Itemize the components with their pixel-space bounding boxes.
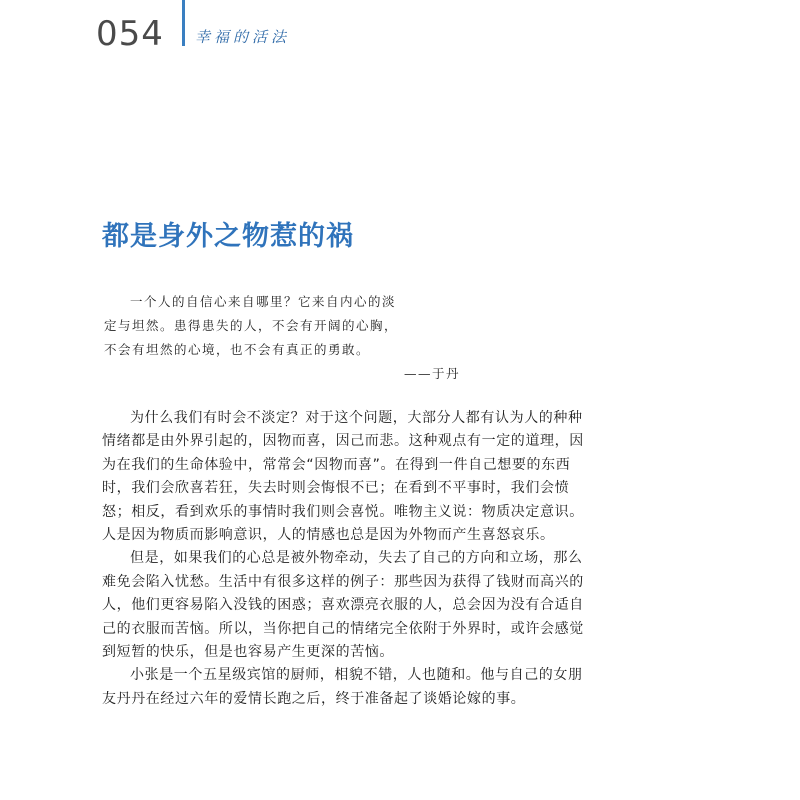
body-line: 人是因为物质而影响意识，人的情感也总是因为外物而产生喜怒哀乐。 [102, 527, 555, 544]
body-text [102, 407, 698, 711]
body-line: 为在我们的生命体验中，常常会“因物而喜”。在得到一件自己想要的东西 [102, 456, 571, 473]
body-line: 友丹丹在经过六年的爱情长跑之后，终于准备起了谈婚论嫁的事。 [102, 690, 526, 707]
body-line: 人，他们更容易陷入没钱的困惑；喜欢漂亮衣服的人，总会因为没有合适自 [102, 597, 584, 614]
body-line: 但是，如果我们的心总是被外物牵动，失去了自己的方向和立场，那么 [130, 550, 583, 567]
body-line: 到短暂的快乐，但是也容易产生更深的苦恼。 [102, 644, 394, 661]
body-line: 时，我们会欣喜若狂，失去时则会悔恨不已；在看到不平事时，我们会愤 [102, 480, 570, 497]
epigraph [104, 290, 524, 381]
running-head-book-title: 幸福的活法 [195, 28, 291, 46]
body-line: 小张是一个五星级宾馆的厨师，相貌不错，人也随和。他与自己的女朋 [130, 667, 583, 684]
body-line: 为什么我们有时会不淡定？对于这个问题，大部分人都有认为人的种种 [130, 410, 583, 426]
body-line: 怒；相反，看到欢乐的事情时我们则会喜悦。唯物主义说：物质决定意识。 [102, 503, 584, 520]
body-line: 己的衣服而苦恼。所以，当你把自己的情绪完全依附于外界时，或许会感觉 [102, 620, 584, 637]
epigraph-line: 定与坦然。患得患失的人，不会有开阔的心胸， [104, 318, 399, 333]
page-number: 054 [96, 14, 164, 54]
body-line: 情绪都是由外界引起的，因物而喜，因己而悲。这种观点有一定的道理，因 [102, 433, 584, 450]
epigraph-line: 不会有坦然的心境，也不会有真正的勇敢。 [104, 342, 371, 357]
body-line: 难免会陷入忧愁。生活中有很多这样的例子：那些因为获得了钱财而高兴的 [102, 573, 584, 590]
chapter-title: 都是身外之物惹的祸 [102, 221, 354, 252]
epigraph-line: 一个人的自信心来自哪里？它来自内心的淡 [130, 294, 397, 309]
epigraph-attribution: ——于丹 [404, 366, 461, 381]
header-divider [182, 0, 185, 46]
